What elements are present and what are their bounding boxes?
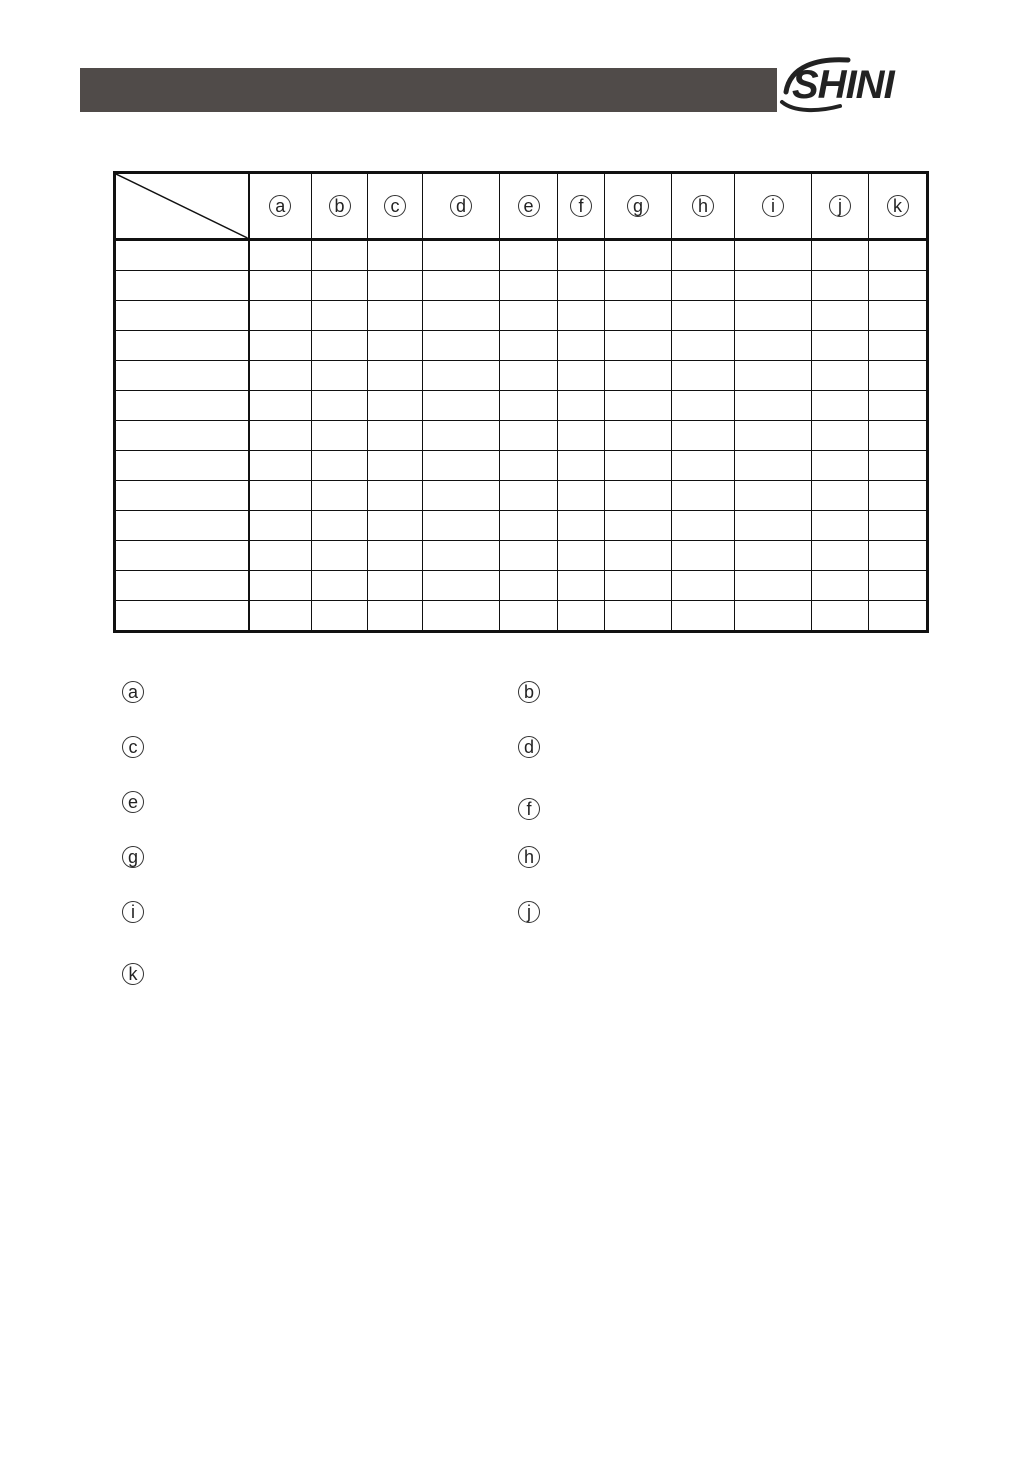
circled-letter-h: h bbox=[692, 195, 714, 217]
table-cell bbox=[249, 361, 312, 391]
table-cell bbox=[312, 240, 368, 271]
table-cell bbox=[812, 240, 869, 271]
table-cell bbox=[812, 391, 869, 421]
table-cell bbox=[735, 481, 812, 511]
legend-item-c bbox=[122, 736, 144, 758]
table-cell bbox=[672, 361, 735, 391]
table-cell bbox=[312, 331, 368, 361]
circled-letter-e: e bbox=[518, 195, 540, 217]
legend-item-j bbox=[518, 901, 540, 923]
table-cell bbox=[869, 571, 928, 601]
circled-letter-g: g bbox=[122, 846, 144, 868]
table-cell bbox=[423, 421, 500, 451]
table-row bbox=[115, 451, 928, 481]
table-cell bbox=[869, 481, 928, 511]
table-cell bbox=[558, 331, 605, 361]
table-cell bbox=[500, 481, 558, 511]
table-row bbox=[115, 331, 928, 361]
table-cell bbox=[605, 361, 672, 391]
table-cell bbox=[812, 571, 869, 601]
table-cell bbox=[812, 541, 869, 571]
table-cell bbox=[869, 271, 928, 301]
table-cell bbox=[869, 331, 928, 361]
table-cell bbox=[500, 511, 558, 541]
table-cell bbox=[605, 271, 672, 301]
circled-letter-i: i bbox=[122, 901, 144, 923]
table-cell bbox=[249, 451, 312, 481]
table-cell bbox=[312, 271, 368, 301]
table-cell bbox=[312, 541, 368, 571]
table-cell bbox=[423, 331, 500, 361]
table-cell bbox=[249, 511, 312, 541]
table-cell bbox=[558, 571, 605, 601]
table-cell bbox=[368, 541, 423, 571]
table-cell bbox=[312, 391, 368, 421]
table-cell bbox=[115, 571, 249, 601]
table-cell bbox=[812, 601, 869, 632]
legend-item-e bbox=[122, 791, 144, 813]
table-cell bbox=[249, 240, 312, 271]
column-header-a bbox=[249, 173, 312, 240]
table-cell bbox=[869, 601, 928, 632]
table-cell bbox=[312, 361, 368, 391]
table-cell bbox=[605, 511, 672, 541]
table-cell bbox=[735, 541, 812, 571]
table-cell bbox=[869, 240, 928, 271]
table-cell bbox=[672, 571, 735, 601]
table-row bbox=[115, 571, 928, 601]
column-header-d bbox=[423, 173, 500, 240]
table-cell bbox=[735, 331, 812, 361]
table-cell bbox=[605, 421, 672, 451]
circled-letter-c: c bbox=[384, 195, 406, 217]
table-cell bbox=[869, 511, 928, 541]
column-header-e bbox=[500, 173, 558, 240]
table-cell bbox=[500, 240, 558, 271]
table-cell bbox=[115, 481, 249, 511]
header-bar bbox=[80, 68, 777, 112]
circled-letter-f: f bbox=[518, 798, 540, 820]
table-cell bbox=[249, 331, 312, 361]
table-cell bbox=[735, 451, 812, 481]
table-cell bbox=[500, 541, 558, 571]
table-row bbox=[115, 541, 928, 571]
table-cell bbox=[312, 421, 368, 451]
table-row bbox=[115, 391, 928, 421]
table-cell bbox=[735, 240, 812, 271]
table-cell bbox=[735, 571, 812, 601]
table-cell bbox=[605, 331, 672, 361]
table-cell bbox=[368, 511, 423, 541]
table-cell bbox=[812, 271, 869, 301]
table-row bbox=[115, 271, 928, 301]
table-cell bbox=[115, 451, 249, 481]
table-cell bbox=[558, 541, 605, 571]
table-cell bbox=[869, 421, 928, 451]
table-cell bbox=[249, 421, 312, 451]
table-cell bbox=[605, 601, 672, 632]
column-header-i bbox=[735, 173, 812, 240]
table-cell bbox=[735, 271, 812, 301]
table-cell bbox=[249, 391, 312, 421]
table-header-row bbox=[115, 173, 928, 240]
table-cell bbox=[500, 421, 558, 451]
table-cell bbox=[558, 271, 605, 301]
table-cell bbox=[423, 601, 500, 632]
table-cell bbox=[735, 391, 812, 421]
circled-letter-i: i bbox=[762, 195, 784, 217]
table-cell bbox=[735, 361, 812, 391]
legend-item-k bbox=[122, 963, 144, 985]
circled-letter-b: b bbox=[518, 681, 540, 703]
table-cell bbox=[869, 451, 928, 481]
circled-letter-e: e bbox=[122, 791, 144, 813]
table-body bbox=[115, 240, 928, 632]
table-row bbox=[115, 240, 928, 271]
legend-item-f bbox=[518, 798, 540, 820]
spec-table bbox=[113, 171, 929, 633]
legend-item-d bbox=[518, 736, 540, 758]
table-cell bbox=[869, 361, 928, 391]
circled-letter-d: d bbox=[518, 736, 540, 758]
table-cell bbox=[423, 391, 500, 421]
legend-item-i bbox=[122, 901, 144, 923]
table-cell bbox=[812, 361, 869, 391]
table-cell bbox=[368, 301, 423, 331]
table-cell bbox=[672, 271, 735, 301]
legend-item-a bbox=[122, 681, 144, 703]
table-cell bbox=[368, 481, 423, 511]
circled-letter-k: k bbox=[122, 963, 144, 985]
table-cell bbox=[735, 601, 812, 632]
table-cell bbox=[368, 421, 423, 451]
column-header-j bbox=[812, 173, 869, 240]
table-row bbox=[115, 481, 928, 511]
table-cell bbox=[115, 331, 249, 361]
circled-letter-d: d bbox=[450, 195, 472, 217]
table-cell bbox=[312, 301, 368, 331]
table-cell bbox=[249, 481, 312, 511]
legend-item-g bbox=[122, 846, 144, 868]
table-cell bbox=[312, 451, 368, 481]
table-cell bbox=[249, 271, 312, 301]
table-cell bbox=[115, 541, 249, 571]
table-cell bbox=[368, 271, 423, 301]
table-cell bbox=[368, 391, 423, 421]
table-cell bbox=[115, 511, 249, 541]
table-cell bbox=[368, 571, 423, 601]
table-cell bbox=[423, 271, 500, 301]
circled-letter-j: j bbox=[829, 195, 851, 217]
table-cell bbox=[249, 571, 312, 601]
table-cell bbox=[605, 301, 672, 331]
table-cell bbox=[812, 331, 869, 361]
circled-letter-a: a bbox=[122, 681, 144, 703]
column-header-h bbox=[672, 173, 735, 240]
table-cell bbox=[558, 421, 605, 451]
column-header-g bbox=[605, 173, 672, 240]
circled-letter-h: h bbox=[518, 846, 540, 868]
table-cell bbox=[558, 240, 605, 271]
table-cell bbox=[115, 391, 249, 421]
column-header-c bbox=[368, 173, 423, 240]
circled-letter-a: a bbox=[269, 195, 291, 217]
circled-letter-k: k bbox=[887, 195, 909, 217]
table-cell bbox=[312, 481, 368, 511]
table-cell bbox=[605, 391, 672, 421]
table-cell bbox=[500, 361, 558, 391]
table-cell bbox=[500, 271, 558, 301]
table-cell bbox=[249, 541, 312, 571]
table-cell bbox=[500, 331, 558, 361]
table-cell bbox=[735, 511, 812, 541]
corner-cell bbox=[115, 173, 249, 240]
table-cell bbox=[672, 451, 735, 481]
table-cell bbox=[423, 240, 500, 271]
circled-letter-g: g bbox=[627, 195, 649, 217]
table-cell bbox=[500, 571, 558, 601]
legend-item-b bbox=[518, 681, 540, 703]
table-cell bbox=[558, 361, 605, 391]
table-cell bbox=[368, 240, 423, 271]
table-cell bbox=[368, 361, 423, 391]
table-cell bbox=[249, 601, 312, 632]
table-cell bbox=[672, 240, 735, 271]
column-header-f bbox=[558, 173, 605, 240]
table-cell bbox=[558, 481, 605, 511]
table-cell bbox=[423, 301, 500, 331]
table-cell bbox=[368, 601, 423, 632]
brand-logo bbox=[778, 52, 950, 116]
table-cell bbox=[869, 301, 928, 331]
table-cell bbox=[423, 481, 500, 511]
table-cell bbox=[115, 301, 249, 331]
table-row bbox=[115, 301, 928, 331]
table-cell bbox=[558, 301, 605, 331]
table-cell bbox=[672, 541, 735, 571]
table-cell bbox=[115, 271, 249, 301]
table-cell bbox=[812, 421, 869, 451]
brand-logo-text: SHINI bbox=[792, 63, 894, 107]
table-cell bbox=[558, 451, 605, 481]
circled-letter-c: c bbox=[122, 736, 144, 758]
table-cell bbox=[672, 301, 735, 331]
table-cell bbox=[869, 391, 928, 421]
table-cell bbox=[735, 301, 812, 331]
table-cell bbox=[423, 451, 500, 481]
table-cell bbox=[605, 481, 672, 511]
table-cell bbox=[605, 571, 672, 601]
table-cell bbox=[869, 541, 928, 571]
table-cell bbox=[312, 601, 368, 632]
table-cell bbox=[672, 511, 735, 541]
table-cell bbox=[672, 421, 735, 451]
table-cell bbox=[558, 601, 605, 632]
column-header-b bbox=[312, 173, 368, 240]
table-cell bbox=[115, 361, 249, 391]
table-row bbox=[115, 601, 928, 632]
table-cell bbox=[115, 601, 249, 632]
table-cell bbox=[115, 421, 249, 451]
table-cell bbox=[605, 541, 672, 571]
table-cell bbox=[423, 541, 500, 571]
table-cell bbox=[812, 301, 869, 331]
table-cell bbox=[672, 391, 735, 421]
table-cell bbox=[423, 571, 500, 601]
circled-letter-b: b bbox=[329, 195, 351, 217]
circled-letter-f: f bbox=[570, 195, 592, 217]
table-cell bbox=[115, 240, 249, 271]
table-row bbox=[115, 421, 928, 451]
table-cell bbox=[812, 451, 869, 481]
table-cell bbox=[312, 511, 368, 541]
table-cell bbox=[672, 331, 735, 361]
table-cell bbox=[605, 240, 672, 271]
table-cell bbox=[605, 451, 672, 481]
column-header-k bbox=[869, 173, 928, 240]
table-cell bbox=[500, 601, 558, 632]
circled-letter-j: j bbox=[518, 901, 540, 923]
table-cell bbox=[423, 361, 500, 391]
table-cell bbox=[672, 601, 735, 632]
table-cell bbox=[812, 481, 869, 511]
table-row bbox=[115, 361, 928, 391]
table-cell bbox=[312, 571, 368, 601]
table-cell bbox=[423, 511, 500, 541]
table-cell bbox=[558, 391, 605, 421]
table-cell bbox=[672, 481, 735, 511]
table-cell bbox=[368, 331, 423, 361]
legend-item-h bbox=[518, 846, 540, 868]
table-cell bbox=[558, 511, 605, 541]
table-row bbox=[115, 511, 928, 541]
table-cell bbox=[812, 511, 869, 541]
table-cell bbox=[368, 451, 423, 481]
table-cell bbox=[500, 451, 558, 481]
table-cell bbox=[735, 421, 812, 451]
table-cell bbox=[500, 301, 558, 331]
table-cell bbox=[500, 391, 558, 421]
table-cell bbox=[249, 301, 312, 331]
